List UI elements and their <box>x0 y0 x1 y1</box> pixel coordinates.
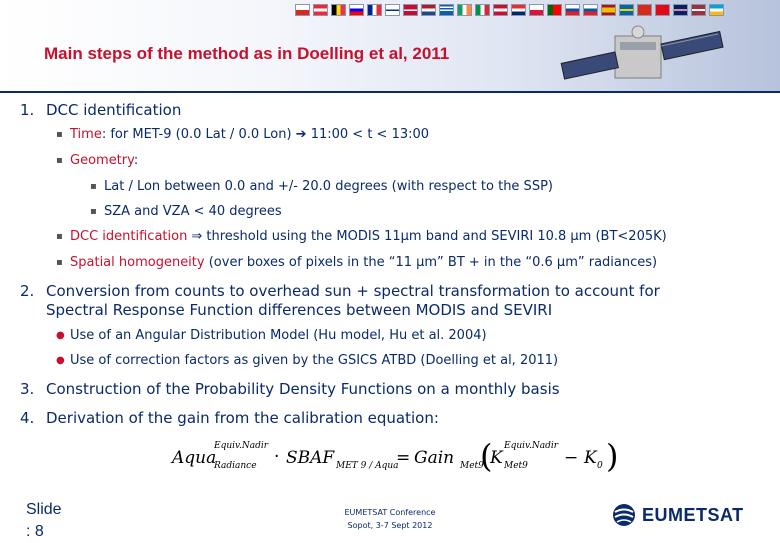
satellite-icon <box>560 14 730 92</box>
slide-label: Slide <box>26 501 62 518</box>
step-text: Conversion from counts to overhead sun + spectral transformation to account for <box>46 282 660 300</box>
eq-aqua-sup: Equiv.Nadir <box>214 441 269 451</box>
flag-icon <box>295 4 310 16</box>
flag-icon <box>475 4 490 16</box>
time-range: 11:00 < t < 13:00 <box>306 127 430 142</box>
slide-number-value: : 8 <box>26 523 44 540</box>
step-text: Spectral Response Function differences between MODIS and SEVIRI <box>46 301 553 319</box>
flag-icon <box>457 4 472 16</box>
dcc-label: DCC identification <box>70 229 188 244</box>
flag-icon <box>511 4 526 16</box>
conference-date: Sopot, 3-7 Sept 2012 <box>347 521 433 530</box>
flag-icon <box>313 4 328 16</box>
geometry-item-text: SZA and VZA < 40 degrees <box>104 204 282 219</box>
geometry-item-text: Lat / Lon between 0.0 and +/- 20.0 degrees (with respect to the SSP) <box>104 179 553 194</box>
step-text: Derivation of the gain from the calibration equation: <box>46 409 439 427</box>
conference-name: EUMETSAT Conference <box>344 508 436 517</box>
step-3 <box>20 380 560 398</box>
eq-dot: · <box>274 447 280 467</box>
step-number: 2. <box>20 282 35 300</box>
time-text: : for MET-9 (0.0 Lat / 0.0 Lon) <box>101 127 296 142</box>
eq-sbaf: SBAF <box>286 448 335 468</box>
eq-k: K <box>490 448 503 468</box>
eq-k-sub: Met9 <box>504 461 528 471</box>
eq-gain-sub: Met9 <box>460 461 484 471</box>
geometry-item <box>90 204 282 219</box>
flag-icon <box>493 4 508 16</box>
slide-header <box>0 0 780 92</box>
flag-icon <box>367 4 382 16</box>
logo-text: EUMETSAT <box>642 504 744 525</box>
eq-k-sup: Equiv.Nadir <box>504 441 559 451</box>
bullet-icon: ▪ <box>90 181 97 192</box>
flag-icon <box>421 4 436 16</box>
sub-text: Use of an Angular Distribution Model (Hu model, Hu et al. 2004) <box>70 328 487 343</box>
step-2-cont <box>46 301 552 319</box>
page-title: Main steps of the method as in Doelling et al, 2011 <box>44 44 450 63</box>
eq-lparen: ( <box>480 438 493 472</box>
step-2 <box>20 282 660 300</box>
step-1-dcc <box>56 229 667 244</box>
arrow-right-icon: ➔ <box>295 127 307 142</box>
eq-sbaf-sub: MET 9 / Aqua <box>336 461 399 471</box>
eumetsat-globe-icon <box>612 503 636 527</box>
step-1 <box>20 101 181 119</box>
step-number: 4. <box>20 409 35 427</box>
header-divider <box>0 91 780 93</box>
eq-equals: = <box>396 448 411 468</box>
dcc-text: threshold using the MODIS 11μm band and SEVIRI 10.8 μm (BT<205K) <box>202 229 667 244</box>
bullet-icon: ▪ <box>56 257 63 268</box>
bullet-icon: ▪ <box>90 206 97 217</box>
time-label: Time <box>70 127 102 142</box>
flag-icon <box>349 4 364 16</box>
eq-aqua: Aqua <box>172 448 217 468</box>
sub-text: Use of correction factors as given by the GSICS ATBD (Doelling et al, 2011) <box>70 353 559 368</box>
step-text: Construction of the Probability Density Functions on a monthly basis <box>46 380 560 398</box>
eq-gain: Gain <box>414 448 455 468</box>
geometry-item <box>90 179 553 194</box>
bullet-icon: ▪ <box>56 129 63 140</box>
step-2-sub <box>56 328 487 343</box>
step-number: 1. <box>20 101 35 119</box>
step-1-time <box>56 127 429 142</box>
eq-minus: − <box>564 448 579 468</box>
eq-k0-sub: 0 <box>597 461 603 471</box>
flag-icon <box>529 4 544 16</box>
spatial-text: (over boxes of pixels in the “11 μm” BT + in the “0.6 μm” radiances) <box>204 255 658 270</box>
step-text: DCC identification <box>46 101 182 119</box>
eq-rparen: ) <box>606 438 619 472</box>
flag-icon <box>331 4 346 16</box>
step-1-spatial <box>56 255 657 270</box>
geometry-label: Geometry <box>70 153 134 168</box>
bullet-icon: ▪ <box>56 231 63 242</box>
spatial-label: Spatial homogeneity <box>70 255 205 270</box>
conference-info <box>330 506 450 532</box>
calibration-equation <box>170 438 620 472</box>
step-4 <box>20 409 439 427</box>
step-2-sub <box>56 353 558 368</box>
geometry-colon: : <box>133 153 139 168</box>
slide-number <box>26 499 62 543</box>
bullet-icon: ▪ <box>56 155 63 166</box>
bullet-icon: ● <box>56 330 65 341</box>
flag-icon <box>439 4 454 16</box>
eq-k0: K <box>584 448 597 468</box>
flag-icon <box>385 4 400 16</box>
bullet-icon: ● <box>56 355 65 366</box>
eq-aqua-sub: Radiance <box>214 461 257 471</box>
step-number: 3. <box>20 380 35 398</box>
step-1-geometry <box>56 153 138 168</box>
eumetsat-logo <box>612 498 772 532</box>
implies-arrow-icon: ⇒ <box>191 229 203 244</box>
flag-icon <box>403 4 418 16</box>
